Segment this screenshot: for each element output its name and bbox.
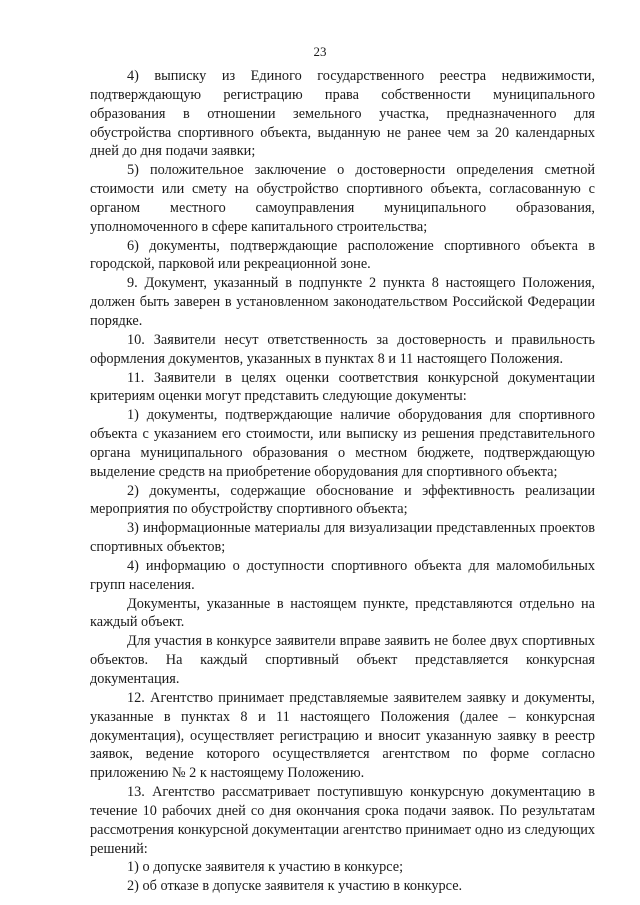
paragraph-documents-separately: Документы, указанные в настоящем пункте, представляются отдельно на каждый объект.: [90, 595, 595, 631]
page-number: 23: [313, 44, 327, 59]
paragraph-item-6-location: 6) документы, подтверждающие расположение спортивного объекта в городской, парковой или рекреационной зоне.: [90, 237, 595, 273]
paragraph-clause-12: 12. Агентство принимает представляемые заявителем заявку и документы, указанные в пунктах 8 и 11 настоящего Положения (далее – конкурсная документация), осуществляет регистрацию и вносит указанную заявку в реестр заявок, ведение которого осуществляется агентством по форме согласно приложению № 2 к настоящему Положению.: [90, 689, 595, 782]
paragraph-clause-11-item-1: 1) документы, подтверждающие наличие оборудования для спортивного объекта с указанием его стоимости, или выписку из решения представительного органа муниципального образования о местном бюджете, подтверждающую выделение средств на приобретение оборудования для спортивного объекта;: [90, 407, 595, 480]
paragraph-clause-9: 9. Документ, указанный в подпункте 2 пункта 8 настоящего Положения, должен быть заверен в установленном законодательством Российской Федерации порядке.: [90, 275, 595, 329]
paragraph-clause-11: 11. Заявители в целях оценки соответствия конкурсной документации критериям оценки могут представить следующие документы:: [90, 369, 595, 405]
paragraph-item-5-estimate: 5) положительное заключение о достоверности определения сметной стоимости или смету на обустройство спортивного объекта, согласованную с органом местного самоуправления муниципального образования, уполномоченного в сфере капитального строительства;: [90, 162, 595, 235]
paragraph-item-4-egrn-extract: 4) выписку из Единого государственного реестра недвижимости, подтверждающую регистрацию права собственности муниципального образования в отношении земельного участка, предназначенного для обустройства спортивного объекта, выданную не ранее чем за 20 календарных дней до дня подачи заявки;: [90, 68, 595, 160]
paragraph-clause-11-item-2: 2) документы, содержащие обоснование и эффективность реализации мероприятия по обустройству спортивного объекта;: [90, 482, 595, 518]
paragraph-clause-13: 13. Агентство рассматривает поступившую конкурсную документацию в течение 10 рабочих дней со дня окончания срока подачи заявок. По результатам рассмотрения конкурсной документации агентство принимает одно из следующих решений:: [90, 784, 595, 857]
paragraph-clause-10: 10. Заявители несут ответственность за достоверность и правильность оформления документов, указанных в пунктах 8 и 11 настоящего Положения.: [90, 331, 595, 367]
paragraph-clause-11-item-3: 3) информационные материалы для визуализации представленных проектов спортивных объектов;: [90, 520, 595, 556]
paragraph-decision-admit: 1) о допуске заявителя к участию в конкурсе;: [127, 859, 404, 876]
paragraph-clause-11-item-4: 4) информацию о доступности спортивного объекта для маломобильных групп населения.: [90, 557, 595, 593]
document-body: [90, 67, 595, 896]
paragraph-two-objects-limit: Для участия в конкурсе заявители вправе заявить не более двух спортивных объектов. На каждый спортивный объект представляется конкурсная документация.: [90, 633, 595, 687]
paragraph-decision-refuse: 2) об отказе в допуске заявителя к участию в конкурсе.: [127, 878, 463, 895]
